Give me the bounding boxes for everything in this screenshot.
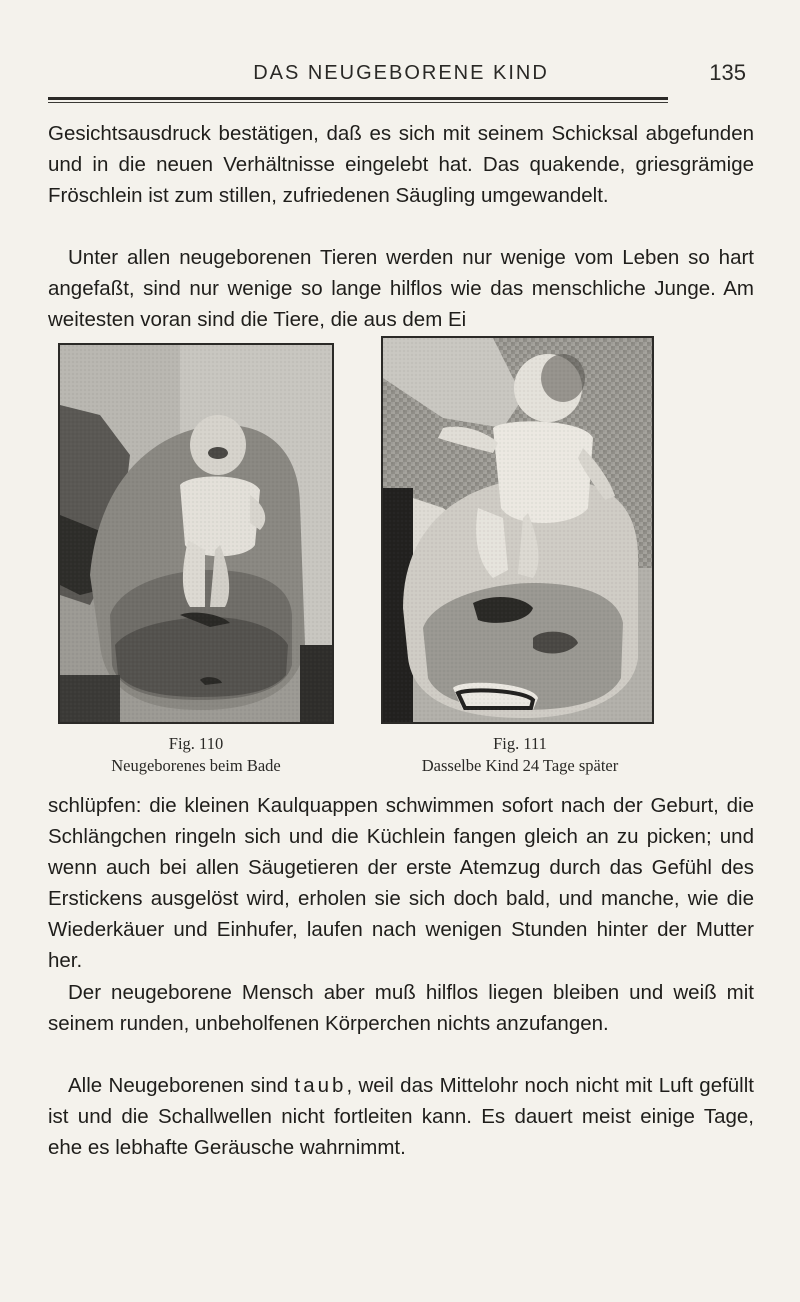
figure-111-caption	[372, 733, 668, 777]
figure-110-title: Neugeborenes beim Bade	[111, 756, 281, 775]
figure-110-photo	[58, 343, 334, 724]
paragraph-3: schlüpfen: die kleinen Kaulquappen schwimmen sofort nach der Geburt, die Schlängchen ringeln sich und die Küchlein fangen gleich an zu picken; und wenn auch bei allen Säugetieren der erste Atemzug durch das Gefühl des Erstickens ausgelöst wird, erholen sie sich doch bald, und manche, wie die Wiederkäuer und Einhufer, laufen nach wenigen Stunden hinter der Mutter her.	[48, 794, 754, 972]
figure-111-number: Fig. 111	[493, 734, 547, 753]
paragraph-4: Der neugeborene Mensch aber muß hilflos liegen bleiben und weiß mit seinem runden, unbeholfenen Körperchen nichts anzufangen.	[48, 981, 754, 1035]
paragraph-2: Unter allen neugeborenen Tieren werden nur wenige vom Leben so hart angefaßt, sind nur wenige so lange hilflos wie das menschliche Junge. Am weitesten voran sind die Tiere, die aus dem Ei	[48, 246, 754, 331]
header-rule	[48, 97, 668, 100]
paragraph-1: Gesichtsausdruck bestätigen, daß es sich mit seinem Schicksal abgefunden und in die neuen Verhältnisse eingelebt hat. Das quakende, griesgrämige Fröschlein ist zum stillen, zufriedenen Säugling umgewandelt.	[48, 122, 754, 207]
running-head	[48, 58, 754, 92]
emphasis-taub: taub	[294, 1074, 347, 1097]
paragraph-5	[48, 1070, 754, 1163]
figure-110-number: Fig. 110	[168, 734, 224, 753]
paragraph-5-start: Alle Neugeborenen sind	[68, 1074, 295, 1097]
photo-child-24-days	[383, 338, 652, 722]
photo-newborn-bath	[60, 345, 332, 722]
figure-110-caption	[58, 733, 334, 777]
header-rule-thin	[48, 102, 668, 103]
figure-111-photo	[381, 336, 654, 724]
page-number: 135	[709, 60, 746, 85]
running-title: DAS NEUGEBORENE KIND	[253, 62, 549, 84]
figure-111-title: Dasselbe Kind 24 Tage später	[421, 756, 619, 775]
paragraph-5-end: , weil das Mittelohr noch nicht mit Luft gefüllt ist und die Schallwellen nicht fortleiten kann. Es dauert meist einige Tage, ehe es lebhafte Geräusche wahrnimmt.	[48, 1074, 754, 1159]
